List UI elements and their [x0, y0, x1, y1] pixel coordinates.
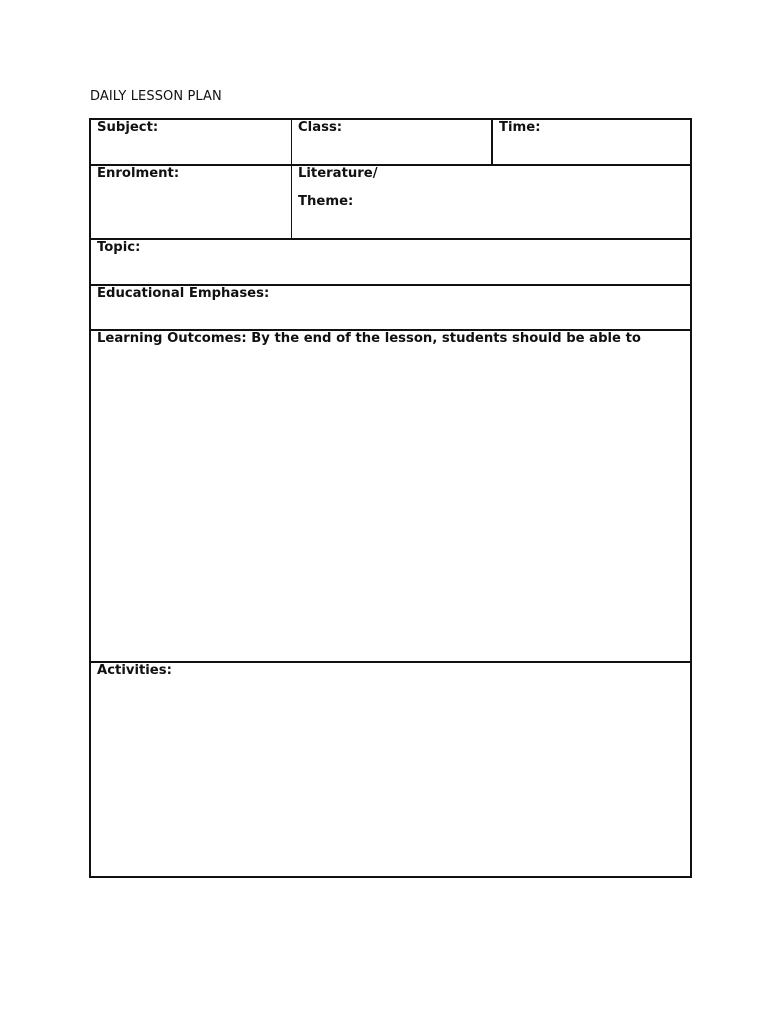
enrolment-field[interactable] — [91, 166, 291, 240]
row-learning-outcomes[interactable] — [91, 329, 690, 662]
subject-label: Subject: — [97, 120, 159, 135]
lesson-plan-form — [89, 118, 692, 878]
time-field[interactable] — [491, 120, 690, 165]
class-field[interactable] — [291, 120, 492, 165]
activities-label: Activities: — [97, 663, 172, 678]
literature-theme-field[interactable] — [291, 166, 690, 240]
learning-outcomes-label: Learning Outcomes: By the end of the lesson, students should be able to — [97, 331, 641, 346]
row-subject-class-time — [91, 120, 690, 165]
row-educational-emphases[interactable] — [91, 284, 690, 330]
educational-emphases-label: Educational Emphases: — [97, 286, 270, 301]
theme-label: Theme: — [298, 194, 354, 209]
document-title: DAILY LESSON PLAN — [90, 89, 222, 104]
row-topic[interactable] — [91, 238, 690, 285]
time-label: Time: — [499, 120, 541, 135]
class-label: Class: — [298, 120, 343, 135]
enrolment-label: Enrolment: — [97, 166, 180, 181]
subject-field[interactable] — [91, 120, 291, 165]
row-enrolment-literature — [91, 164, 690, 240]
literature-label: Literature/ — [298, 166, 378, 181]
topic-label: Topic: — [97, 240, 141, 255]
row-activities[interactable] — [91, 661, 690, 876]
